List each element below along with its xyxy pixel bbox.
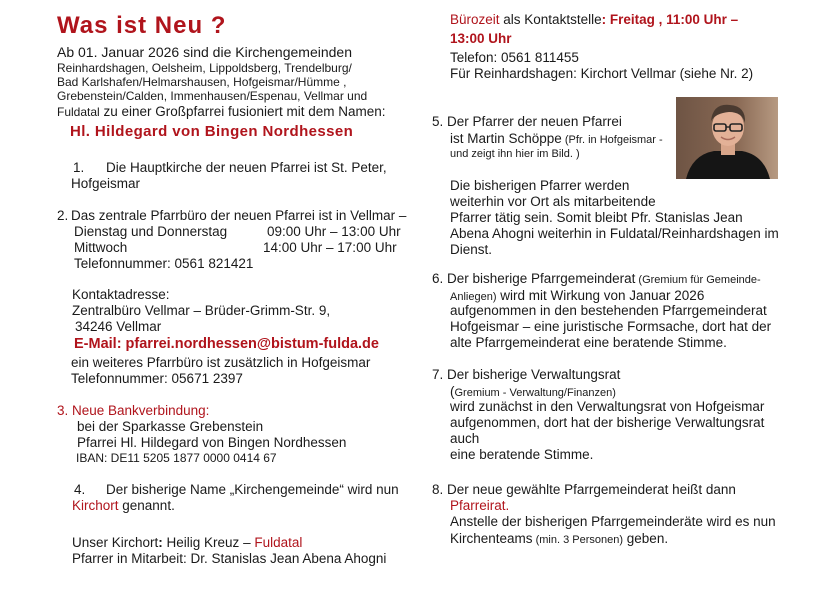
intro-line-5 xyxy=(57,103,386,121)
item-1-number: 1. xyxy=(73,160,85,175)
item-5-line-3: und zeigt ihn hier im Bild. ) xyxy=(450,148,580,160)
item-2-line-1: Das zentrale Pfarrbüro der neuen Pfarrei ist in Vellmar – xyxy=(71,208,407,223)
item-4-line-2 xyxy=(72,498,175,514)
item-6-note-2: Anliegen) xyxy=(450,291,497,303)
item-4-line-1: Der bisherige Name „Kirchengemeinde“ wird nun xyxy=(106,482,399,497)
intro-fuldatal: Fuldatal xyxy=(57,105,100,119)
reinhardshagen-note: Für Reinhardshagen: Kirchort Vellmar (siehe Nr. 2) xyxy=(450,66,754,81)
item-8-line-1: 8. Der neue gewählte Pfarrgemeinderat heißt dann xyxy=(432,482,736,497)
bank-heading: 3. Neue Bankverbindung: xyxy=(57,403,210,418)
iban: IBAN: DE11 5205 1877 0000 0414 67 xyxy=(76,451,277,465)
item-5-line-2 xyxy=(450,130,663,148)
item-4-line-2-rest: genannt. xyxy=(118,498,175,513)
item-8-line-4-end: geben. xyxy=(623,531,669,546)
item-8-line-3: Anstelle der bisherigen Pfarrgemeinderäte wird es nun xyxy=(450,514,776,529)
intro-line-2: Reinhardshagen, Oelsheim, Lippoldsberg, Trendelburg/ xyxy=(57,61,352,75)
pastor-note: (Pfr. in Hofgeismar - xyxy=(561,134,663,146)
pastor-name: ist Martin Schöppe xyxy=(450,131,562,146)
office-contact-point: als Kontaktstelle xyxy=(499,12,602,27)
item-6-line-3: aufgenommen in den bestehenden Pfarrgemeinderat xyxy=(450,303,767,318)
item-6-line-5: alte Pfarrgemeinderat eine beratende Stimme. xyxy=(450,335,727,350)
item-8-line-4 xyxy=(450,530,668,548)
office-hours-2: 14:00 Uhr – 17:00 Uhr xyxy=(263,240,397,255)
pastor-photo xyxy=(676,97,778,179)
item-5-p1: Die bisherigen Pfarrer werden xyxy=(450,178,630,193)
office-time-2: 13:00 Uhr xyxy=(450,31,512,46)
our-church-name: Heilig Kreuz – xyxy=(162,535,255,550)
item-5-p4: Abena Ahogni weiterhin in Fuldatal/Reinhardshagen im xyxy=(450,226,779,241)
office-label: Bürozeit xyxy=(450,12,500,27)
office-days-2: Mittwoch xyxy=(74,240,128,255)
our-church-pastor: Pfarrer in Mitarbeit: Dr. Stanislas Jean Abena Ahogni xyxy=(72,551,387,566)
item-1-line-1: Die Hauptkirche der neuen Pfarrei ist St. Peter, xyxy=(106,160,387,175)
page-title: Was ist Neu ? xyxy=(57,12,227,39)
parish-name: Hl. Hildegard von Bingen Nordhessen xyxy=(70,123,354,140)
item-5-p2: weiterhin vor Ort als mitarbeitende xyxy=(450,194,656,209)
item-6-heading: 6. Der bisherige Pfarrgemeinderat xyxy=(432,271,636,286)
item-6-line-4: Hofgeismar – eine juristische Formsache, dort hat der xyxy=(450,319,772,334)
item-7-line-1: 7. Der bisherige Verwaltungsrat xyxy=(432,367,621,382)
office-hours-1: 09:00 Uhr – 13:00 Uhr xyxy=(267,224,401,239)
item-2-number: 2. xyxy=(57,208,69,223)
extra-office: ein weiteres Pfarrbüro ist zusätzlich in Hofgeismar xyxy=(71,355,371,370)
bank-name: bei der Sparkasse Grebenstein xyxy=(77,419,264,434)
extra-office-phone: Telefonnummer: 05671 2397 xyxy=(71,371,243,386)
intro-line-5-rest: zu einer Großpfarrei fusioniert mit dem Namen: xyxy=(99,104,386,119)
our-church-place: Fuldatal xyxy=(254,535,303,550)
office-phone-right: Telefon: 0561 811455 xyxy=(450,50,579,65)
item-6-note: (Gremium für Gemeinde- xyxy=(635,274,761,286)
item-7-line-3: wird zunächst in den Verwaltungsrat von Hofgeismar xyxy=(450,399,765,414)
office-colon: : xyxy=(601,12,607,27)
contact-city: 34246 Vellmar xyxy=(75,319,162,334)
item-7-line-5: auch xyxy=(450,431,480,446)
item-4-number: 4. xyxy=(74,482,86,497)
intro-line-4: Grebenstein/Calden, Immenhausen/Espenau, Vellmar und xyxy=(57,89,368,103)
office-days-1: Dienstag und Donnerstag xyxy=(74,224,228,239)
contact-street: Zentralbüro Vellmar – Brüder-Grimm-Str. 9, xyxy=(72,303,331,318)
item-7-note: Gremium - Verwaltung/Finanzen) xyxy=(454,387,616,399)
our-church-prefix: Unser Kirchort xyxy=(72,535,159,550)
item-7-paren: ( xyxy=(450,384,455,399)
item-1-line-2: Hofgeismar xyxy=(71,176,141,191)
intro-line-1: Ab 01. Januar 2026 sind die Kirchengemeinden xyxy=(57,44,352,60)
item-5-line-1: 5. Der Pfarrer der neuen Pfarrei xyxy=(432,114,622,129)
kirchenteams-note: (min. 3 Personen) xyxy=(532,534,624,546)
item-5-p3: Pfarrer tätig sein. Somit bleibt Pfr. Stanislas Jean xyxy=(450,210,743,225)
contact-email[interactable]: E-Mail: pfarrei.nordhessen@bistum-fulda.de xyxy=(74,336,379,352)
our-church-line xyxy=(72,535,302,551)
item-7-line-4: aufgenommen, dort hat der bisherige Verwaltungsrat xyxy=(450,415,765,430)
item-5-p5: Dienst. xyxy=(450,242,493,257)
account-holder: Pfarrei Hl. Hildegard von Bingen Nordhessen xyxy=(77,435,347,450)
office-time-1: Freitag , 11:00 Uhr – xyxy=(606,12,739,27)
office-hours-line xyxy=(450,12,738,27)
item-6-line-2-rest: wird mit Wirkung von Januar 2026 xyxy=(496,288,705,303)
contact-label: Kontaktadresse: xyxy=(72,287,170,302)
item-8-new-name: Pfarreirat. xyxy=(450,498,510,513)
intro-line-3: Bad Karlshafen/Helmarshausen, Hofgeismar/Hümme , xyxy=(57,75,347,89)
our-church-colon: : xyxy=(158,535,163,550)
kirchenteams-term: Kirchenteams xyxy=(450,531,533,546)
item-6-line-1 xyxy=(432,270,761,288)
item-7-line-6: eine beratende Stimme. xyxy=(450,447,594,462)
kirchort-term: Kirchort xyxy=(72,498,119,513)
office-phone: Telefonnummer: 0561 821421 xyxy=(74,256,254,271)
